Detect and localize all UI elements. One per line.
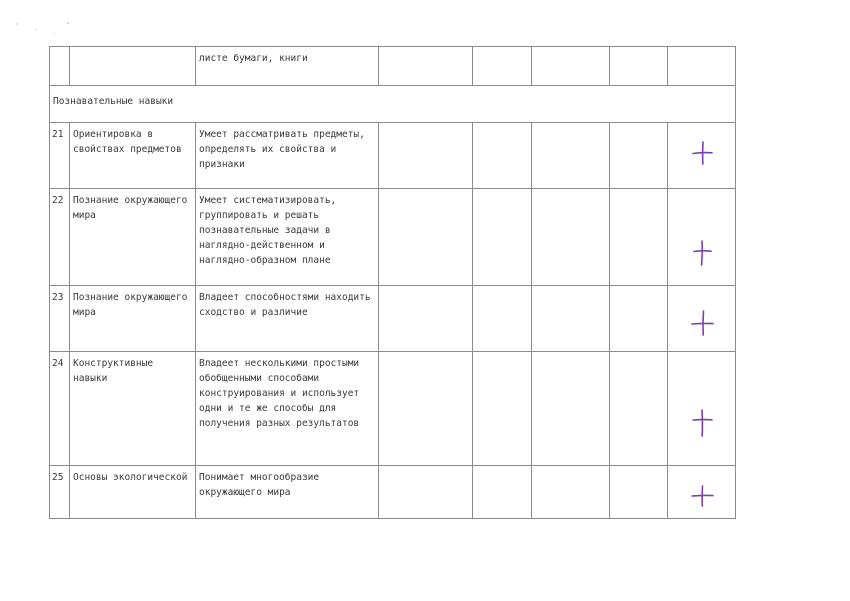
row-number: 25	[50, 466, 70, 519]
description-cell: листе бумаги, книги	[196, 47, 379, 86]
row-number: 22	[50, 189, 70, 286]
level-cell	[379, 466, 473, 519]
table-row	[50, 352, 736, 466]
plus-mark-icon	[687, 138, 717, 168]
scan-specks	[14, 20, 74, 40]
skill-description: Владеет способностями находить сходство и различие	[196, 286, 379, 352]
level-cell	[532, 352, 610, 466]
level-cell	[532, 47, 610, 86]
level-cell	[473, 47, 532, 86]
mark-cell	[668, 286, 736, 352]
skill-name: Познание окружающего мира	[70, 189, 196, 286]
level-cell	[610, 286, 668, 352]
level-cell	[610, 123, 668, 189]
level-cell	[379, 286, 473, 352]
plus-mark-icon	[687, 308, 717, 338]
mark-cell	[668, 466, 736, 519]
row-number: 23	[50, 286, 70, 352]
skill-cell	[70, 47, 196, 86]
row-number: 21	[50, 123, 70, 189]
mark-cell	[668, 123, 736, 189]
row-number-cell	[50, 47, 70, 86]
mark-cell	[668, 189, 736, 286]
section-title: Познавательные навыки	[50, 86, 736, 123]
mark-cell	[668, 352, 736, 466]
skill-name: Познание окружающего мира	[70, 286, 196, 352]
level-cell	[473, 123, 532, 189]
skill-description: Понимает многообразие окружающего мира	[196, 466, 379, 519]
level-cell	[610, 47, 668, 86]
level-cell	[379, 123, 473, 189]
section-row	[50, 86, 736, 123]
skill-name: Основы экологической	[70, 466, 196, 519]
level-cell	[379, 47, 473, 86]
level-cell	[532, 189, 610, 286]
level-cell	[473, 286, 532, 352]
level-cell	[610, 189, 668, 286]
assessment-table	[49, 46, 736, 519]
skill-name: Конструктивные навыки	[70, 352, 196, 466]
level-cell	[532, 466, 610, 519]
plus-mark-icon	[687, 408, 717, 438]
table-row	[50, 466, 736, 519]
level-cell	[532, 123, 610, 189]
level-cell	[473, 466, 532, 519]
skill-description: Умеет рассматривать предметы, определять их свойства и признаки	[196, 123, 379, 189]
row-number: 24	[50, 352, 70, 466]
level-cell	[668, 47, 736, 86]
level-cell	[379, 352, 473, 466]
table-row	[50, 286, 736, 352]
table-row	[50, 123, 736, 189]
level-cell	[473, 189, 532, 286]
table-row	[50, 47, 736, 86]
level-cell	[532, 286, 610, 352]
level-cell	[473, 352, 532, 466]
level-cell	[610, 352, 668, 466]
skill-description: Умеет систематизировать, группировать и решать познавательные задачи в наглядно-действенном и наглядно-образном плане	[196, 189, 379, 286]
table-row	[50, 189, 736, 286]
plus-mark-icon	[687, 481, 717, 511]
plus-mark-icon	[687, 238, 717, 268]
skill-description: Владеет несколькими простыми обобщенными способами конструирования и использует одни и те же способы для получения разных результатов	[196, 352, 379, 466]
level-cell	[610, 466, 668, 519]
level-cell	[379, 189, 473, 286]
skill-name: Ориентировка в свойствах предметов	[70, 123, 196, 189]
